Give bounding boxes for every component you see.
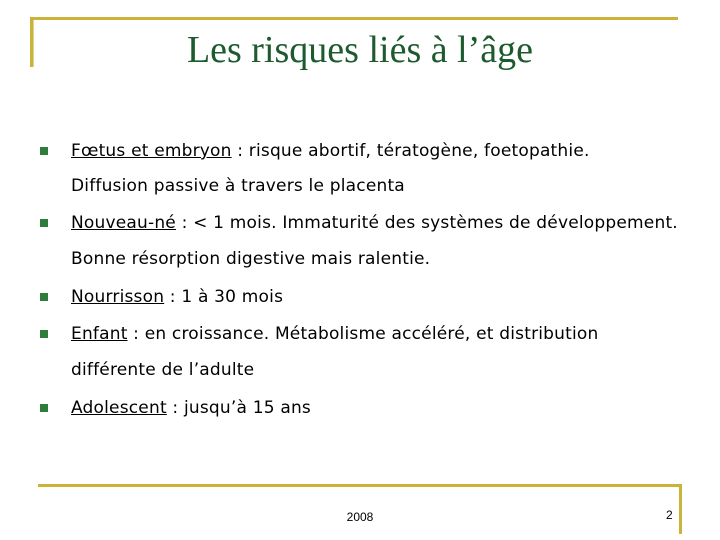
list-item-continuation: différente de l’adulte xyxy=(71,360,255,380)
list-item-term: Nouveau-né xyxy=(71,213,176,233)
list-item-rest: : jusqu’à 15 ans xyxy=(166,398,311,418)
list-item-text xyxy=(71,286,283,308)
list-item-text xyxy=(71,140,590,162)
list-item-rest: : < 1 mois. Immaturité des systèmes de développement. xyxy=(175,213,678,233)
square-bullet-icon xyxy=(40,293,48,301)
list-item-term: Enfant xyxy=(71,324,128,344)
list-item-term: Nourrisson xyxy=(71,287,165,307)
right-border-line xyxy=(679,484,682,534)
footer-date: 2008 xyxy=(346,510,374,524)
list-item-continuation: Diffusion passive à travers le placenta xyxy=(71,176,405,196)
list-item-rest: : en croissance. Métabolisme accéléré, et distribution xyxy=(127,324,599,344)
square-bullet-icon xyxy=(40,147,48,155)
slide-title: Les risques liés à l’âge xyxy=(186,29,534,71)
bottom-border-line xyxy=(38,484,682,487)
list-item-rest: : 1 à 30 mois xyxy=(164,287,284,307)
square-bullet-icon xyxy=(40,219,48,227)
list-item-text xyxy=(71,323,599,345)
list-item-text xyxy=(71,397,311,419)
list-item-term: Fœtus et embryon xyxy=(71,141,232,161)
top-border-line xyxy=(30,17,678,20)
square-bullet-icon xyxy=(40,330,48,338)
list-item-rest: : risque abortif, tératogène, foetopathie. xyxy=(231,141,590,161)
page-number: 2 xyxy=(666,508,673,522)
list-item-term: Adolescent xyxy=(71,398,167,418)
list-item-continuation: Bonne résorption digestive mais ralentie. xyxy=(71,249,431,269)
square-bullet-icon xyxy=(40,404,48,412)
list-item-text xyxy=(71,212,678,234)
